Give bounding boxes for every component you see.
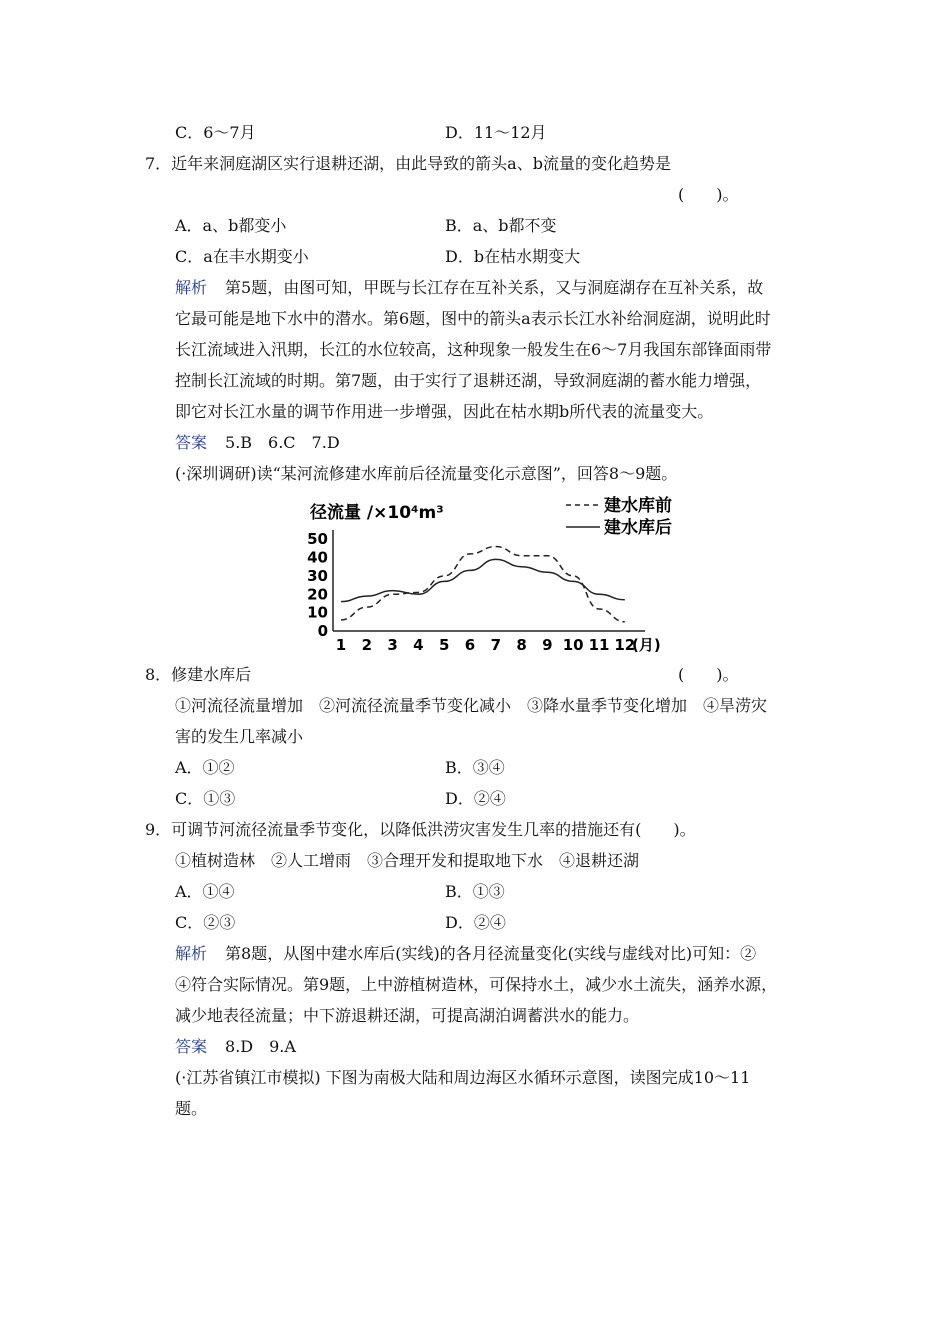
q7-answer-paren: ( )。 [678,185,739,204]
legend-before-label: 建水库前 [604,496,672,516]
series-line-after [341,559,625,601]
q9-option-c: C．②③ [175,913,236,932]
q8-stem: 8．修建水库后 [145,665,252,684]
chart-y-label: 径流量 /×10⁴m³ [310,503,444,523]
x-tick-label: 9 [542,636,553,654]
q7-option-c: C．a在丰水期变小 [175,247,309,266]
runoff-chart [300,492,690,660]
x-tick-label: 12 [614,636,636,654]
q8-items-cont: 害的发生几率减小 [175,727,304,746]
y-tick-label: 50 [307,530,328,549]
q8-option-b: B．③④ [445,758,505,777]
q6-option-d: D．11～12月 [445,123,547,142]
explanation-text: 它最可能是地下水中的潜水。第6题，图中的箭头a表示长江水补给洞庭湖，说明此时 [175,309,771,328]
explanation-label: 解析 [175,944,208,963]
y-tick-label: 10 [307,603,328,622]
q7-option-a: A．a、b都变小 [175,216,287,235]
question-group-intro: (·江苏省镇江市模拟) 下图为南极大陆和周边海区水循环示意图，读图完成10～11 [175,1068,751,1087]
x-tick-label: 2 [361,636,373,654]
q8-option-d: D．②④ [445,789,506,808]
q8-option-c: C．①③ [175,789,236,808]
q8-option-a: A．①② [175,758,235,777]
q7-stem: 7．近年来洞庭湖区实行退耕还湖，由此导致的箭头a、b流量的变化趋势是 [145,154,671,173]
answer-1 [175,432,340,454]
x-tick-label: 3 [387,636,398,654]
answer-2 [175,1036,296,1058]
x-unit-label: (月) [632,636,661,654]
y-tick-label: 30 [307,566,328,585]
legend-after-label: 建水库后 [604,518,672,538]
explanation-text: ④符合实际情况。第9题，上中游植树造林，可保持水土，减少水土流失，涵养水源， [175,975,778,994]
x-tick-label: 1 [335,636,347,654]
q9-option-b: B．①③ [445,882,505,901]
y-tick-label: 40 [307,548,328,567]
explanation-text: 控制长江流域的时期。第7题，由于实行了退耕还湖，导致洞庭湖的蓄水能力增强， [175,371,762,390]
x-tick-label: 5 [438,636,450,654]
q8-items: ①河流径流量增加 ②河流径流量季节变化减小 ③降水量季节变化增加 ④旱涝灾 [175,696,768,715]
question-group-intro-cont: 题。 [175,1099,208,1118]
y-tick-label: 0 [317,622,328,640]
q8-answer-paren: ( )。 [678,665,739,684]
explanation-1-first-line [175,277,763,299]
x-tick-label: 7 [490,636,502,654]
q7-option-b: B．a、b都不变 [445,216,557,235]
explanation-text: 即它对长江水量的调节作用进一步增强，因此在枯水期b所代表的流量变大。 [175,402,714,421]
explanation-2-first-line [175,943,756,965]
explanation-label: 解析 [175,278,208,297]
x-tick-label: 11 [588,636,610,654]
x-tick-label: 10 [562,636,584,654]
explanation-text: 长江流域进入汛期，长江的水位较高，这种现象一般发生在6～7月我国东部锋面雨带 [175,340,772,359]
explanation-text: 减少地表径流量；中下游退耕还湖，可提高湖泊调蓄洪水的能力。 [175,1006,640,1025]
explanation-text: 第8题，从图中建水库后(实线)的各月径流量变化(实线与虚线对比)可知：② [225,944,757,963]
question-group-intro: (·深圳调研)读“某河流修建水库前后径流量变化示意图”，回答8～9题。 [175,464,678,483]
q7-option-d: D．b在枯水期变大 [445,247,581,266]
q9-option-d: D．②④ [445,913,506,932]
q9-items: ①植树造林 ②人工增雨 ③合理开发和提取地下水 ④退耕还湖 [175,851,640,870]
answer-text: 8.D 9.A [225,1037,296,1056]
answer-label: 答案 [175,1037,208,1056]
x-tick-label: 6 [464,636,476,654]
q6-option-c: C．6～7月 [175,123,256,142]
y-tick-label: 20 [307,585,328,604]
answer-label: 答案 [175,433,208,452]
q9-stem: 9．可调节河流径流量季节变化，以降低洪涝灾害发生几率的措施还有( )。 [145,820,696,839]
q9-option-a: A．①④ [175,882,235,901]
answer-text: 5.B 6.C 7.D [225,433,340,452]
x-tick-label: 8 [516,636,527,654]
x-tick-label: 4 [413,636,424,654]
explanation-text: 第5题，由图可知，甲既与长江存在互补关系，又与洞庭湖存在互补关系，故 [225,278,764,297]
